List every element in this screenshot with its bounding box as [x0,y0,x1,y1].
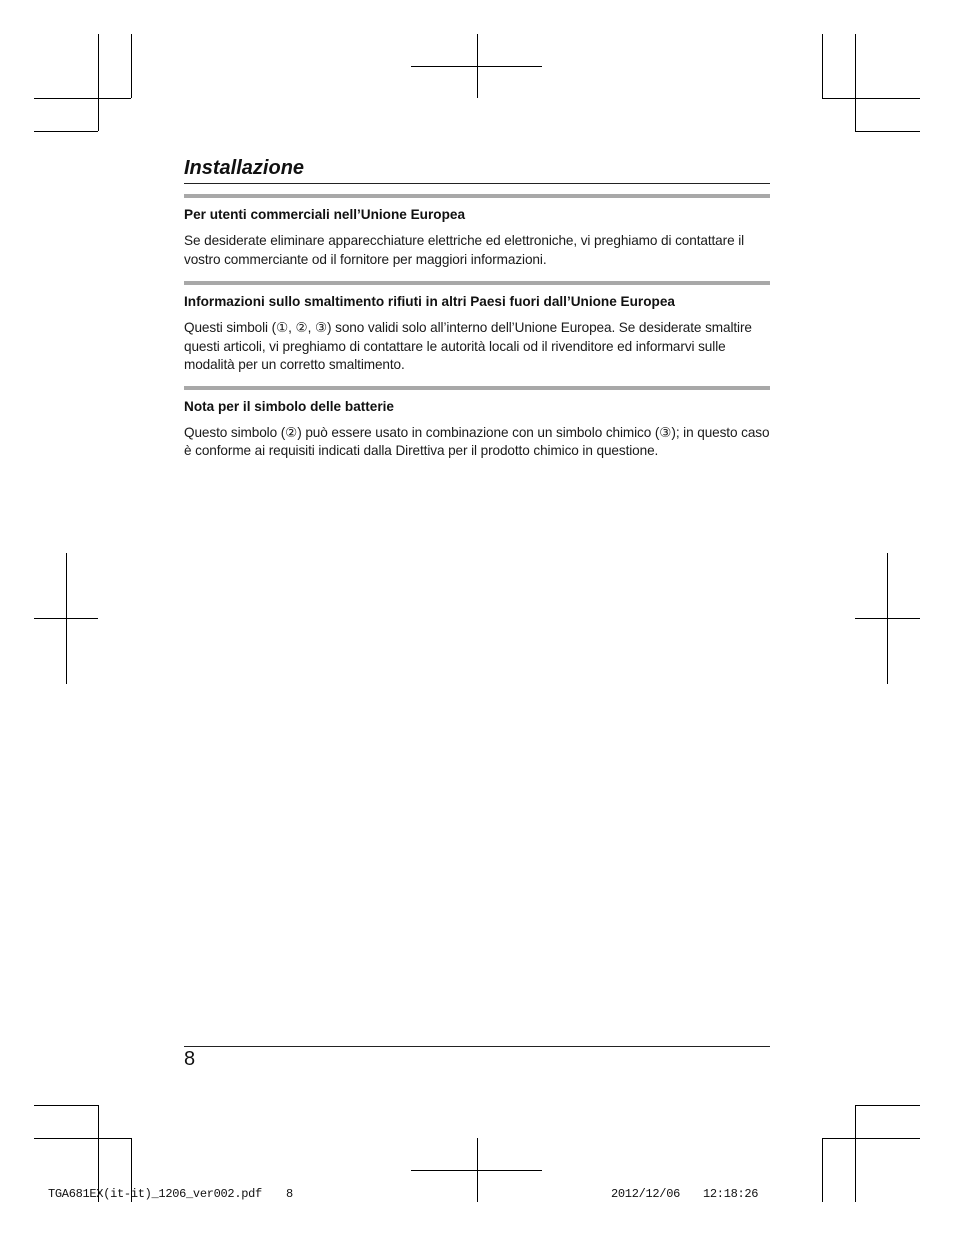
print-date: 2012/12/06 [611,1187,681,1201]
page-title: Installazione [184,157,305,179]
section-title: Informazioni sullo smaltimento rifiuti in altri Paesi fuori dall’Unione Europea [184,294,675,309]
section-bar [184,281,770,285]
section-disposal-outside-eu [184,281,770,375]
print-filename: TGA681EX(it-it)_1206_ver002.pdf [48,1187,262,1201]
section-body: Questi simboli (①, ②, ③) sono validi solo all’interno dell’Unione Europea. Se desiderate smaltire questi articoli, vi preghiamo di contattare le autorità locali od il rivenditore ed informarvi sulle modalità per un corretto smaltimento. [184,320,752,372]
page-content [184,154,770,461]
section-title: Nota per il simbolo delle batterie [184,398,394,414]
section-title: Per utenti commerciali nell’Unione Europea [184,207,466,222]
footer-divider [184,1046,770,1047]
section-bar [184,194,770,198]
section-battery-symbol-note [184,386,770,461]
section-business-users-eu [184,194,770,269]
section-body: Se desiderate eliminare apparecchiature elettriche ed elettroniche, vi preghiamo di contattare il vostro commerciante od il fornitore per maggiori informazioni. [184,233,745,267]
section-body: Questo simbolo (②) può essere usato in combinazione con un simbolo chimico (③); in questo caso è conforme ai requisiti indicati dalla Direttiva per il prodotto chimico in questione. [184,424,770,458]
heading-divider [184,183,770,184]
print-sheet-number: 8 [286,1187,293,1201]
print-time: 12:18:26 [703,1187,759,1201]
page-number: 8 [184,1048,196,1070]
section-bar [184,386,770,390]
